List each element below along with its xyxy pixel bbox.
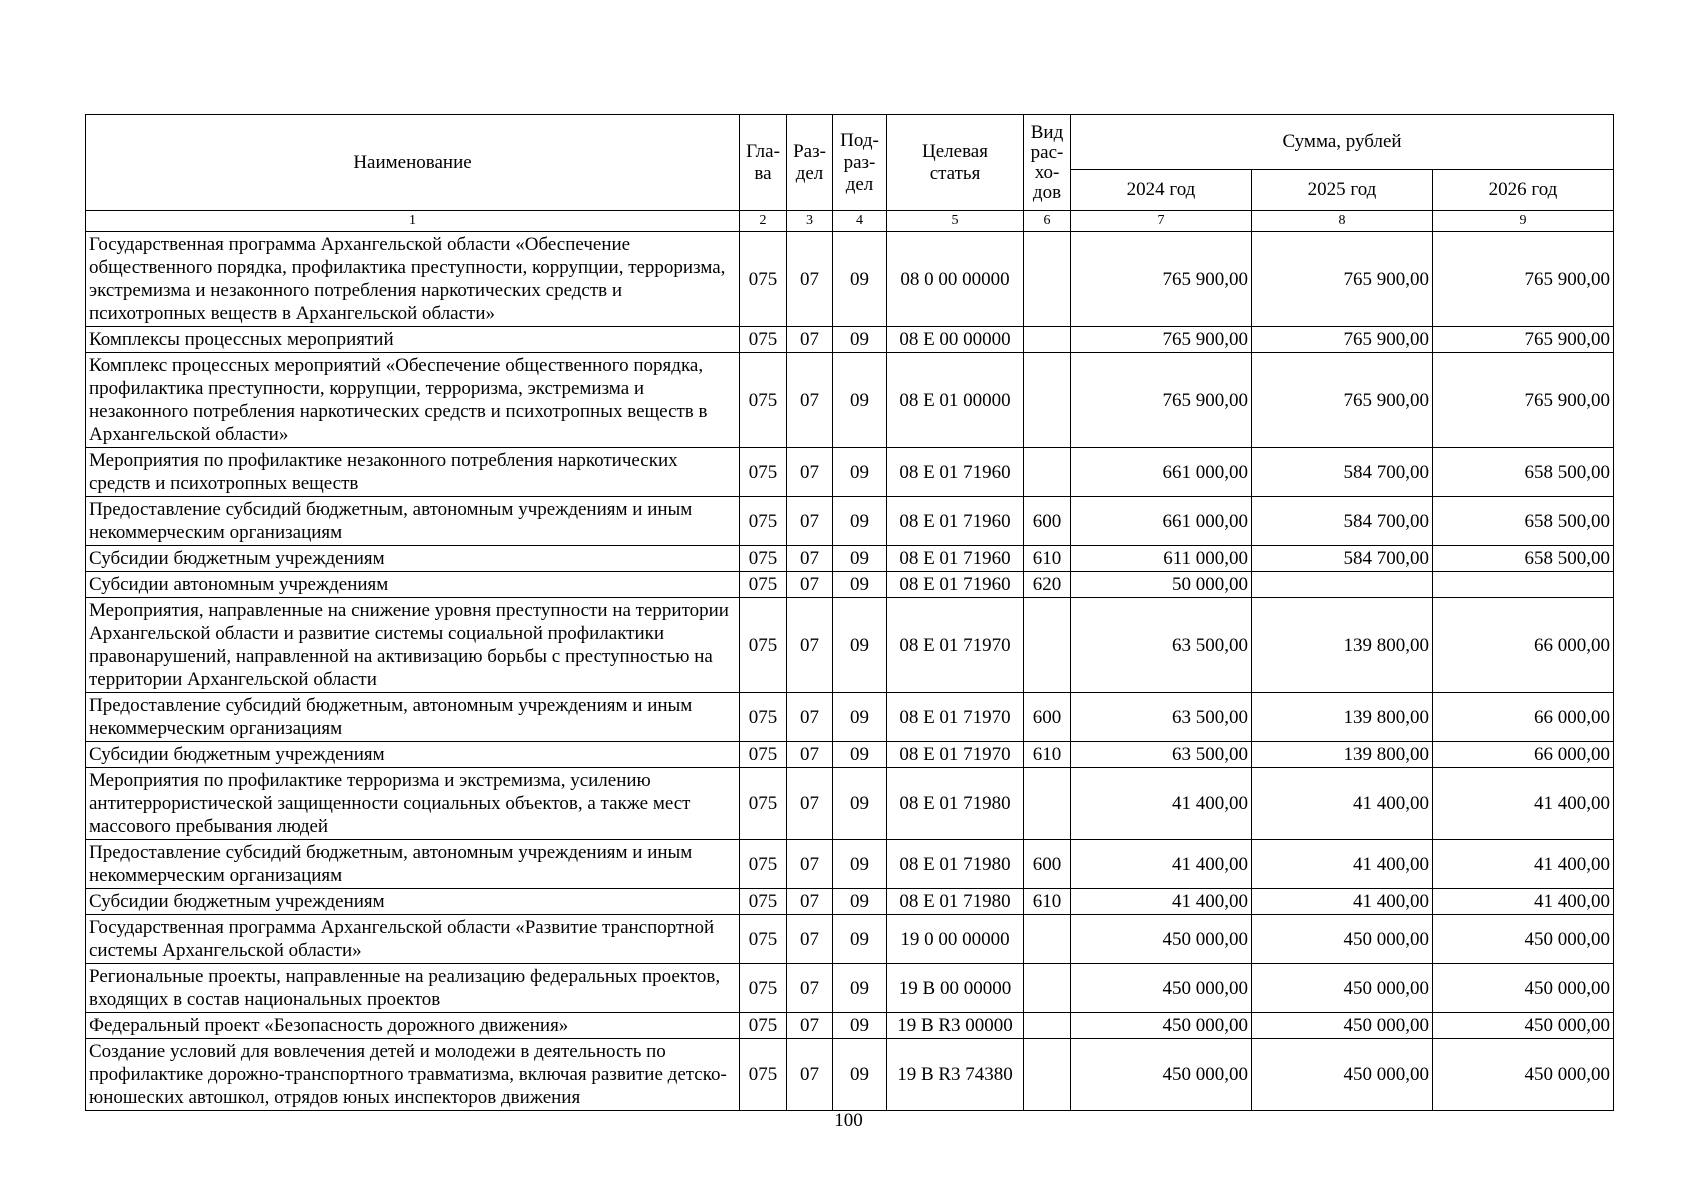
amount-2025-cell: 450 000,00 <box>1252 1039 1433 1111</box>
amount-2025-cell: 765 900,00 <box>1252 353 1433 448</box>
vid-rashodov-cell <box>1024 1013 1071 1039</box>
column-number: 9 <box>1433 211 1614 232</box>
budget-table <box>85 114 1614 1111</box>
row-name-cell: Субсидии бюджетным учреждениям <box>86 546 740 572</box>
razdel-cell: 07 <box>787 1039 833 1111</box>
amount-2024-cell: 41 400,00 <box>1071 840 1252 889</box>
vid-rashodov-cell <box>1024 1039 1071 1111</box>
column-number: 3 <box>787 211 833 232</box>
amount-2024-cell: 765 900,00 <box>1071 353 1252 448</box>
column-number: 4 <box>833 211 887 232</box>
amount-2025-cell: 41 400,00 <box>1252 768 1433 840</box>
celevaya-statya-cell: 08 Е 01 71970 <box>887 742 1024 768</box>
amount-2024-cell: 63 500,00 <box>1071 742 1252 768</box>
amount-2025-cell: 450 000,00 <box>1252 964 1433 1013</box>
amount-2026-cell: 450 000,00 <box>1433 964 1614 1013</box>
celevaya-statya-cell: 08 Е 01 71960 <box>887 546 1024 572</box>
amount-2026-cell: 658 500,00 <box>1433 448 1614 497</box>
glava-cell: 075 <box>740 915 787 964</box>
row-name-cell: Государственная программа Архангельской области «Развитие транспортной системы Архангельской области» <box>86 915 740 964</box>
table-row <box>86 598 1614 693</box>
podrazdel-cell: 09 <box>833 497 887 546</box>
row-name-cell: Комплексы процессных мероприятий <box>86 327 740 353</box>
razdel-cell: 07 <box>787 964 833 1013</box>
podrazdel-cell: 09 <box>833 448 887 497</box>
glava-cell: 075 <box>740 497 787 546</box>
vid-rashodov-cell: 600 <box>1024 840 1071 889</box>
celevaya-statya-cell: 19 В 00 00000 <box>887 964 1024 1013</box>
amount-2024-cell: 63 500,00 <box>1071 598 1252 693</box>
celevaya-statya-cell: 08 Е 01 71980 <box>887 889 1024 915</box>
celevaya-statya-cell: 08 Е 01 00000 <box>887 353 1024 448</box>
vid-rashodov-cell <box>1024 232 1071 327</box>
glava-cell: 075 <box>740 742 787 768</box>
row-name-cell: Мероприятия по профилактике терроризма и экстремизма, усилению антитеррористической защищенности социальных объектов, а также мест массового пребывания людей <box>86 768 740 840</box>
row-name-cell: Региональные проекты, направленные на реализацию федеральных проектов, входящих в состав национальных проектов <box>86 964 740 1013</box>
column-number: 6 <box>1024 211 1071 232</box>
vid-rashodov-cell <box>1024 768 1071 840</box>
vid-rashodov-cell: 600 <box>1024 693 1071 742</box>
glava-cell: 075 <box>740 448 787 497</box>
podrazdel-cell: 09 <box>833 546 887 572</box>
table-row <box>86 768 1614 840</box>
razdel-cell: 07 <box>787 768 833 840</box>
table-row <box>86 497 1614 546</box>
razdel-cell: 07 <box>787 232 833 327</box>
podrazdel-cell: 09 <box>833 768 887 840</box>
amount-2026-cell: 658 500,00 <box>1433 546 1614 572</box>
amount-2026-cell: 66 000,00 <box>1433 598 1614 693</box>
row-name-cell: Предоставление субсидий бюджетным, автономным учреждениям и иным некоммерческим организациям <box>86 840 740 889</box>
amount-2024-cell: 41 400,00 <box>1071 889 1252 915</box>
row-name-cell: Мероприятия по профилактике незаконного потребления наркотических средств и психотропных веществ <box>86 448 740 497</box>
amount-2026-cell: 41 400,00 <box>1433 840 1614 889</box>
amount-2026-cell: 765 900,00 <box>1433 327 1614 353</box>
column-number: 5 <box>887 211 1024 232</box>
celevaya-statya-cell: 08 Е 01 71960 <box>887 497 1024 546</box>
vid-rashodov-cell <box>1024 598 1071 693</box>
row-name-cell: Создание условий для вовлечения детей и молодежи в деятельность по профилактике дорожно-транспортного травматизма, включая развитие детско-юношеских автошкол, отрядов юных инспекторов движения <box>86 1039 740 1111</box>
column-number: 1 <box>86 211 740 232</box>
amount-2025-cell: 765 900,00 <box>1252 327 1433 353</box>
amount-2025-cell: 450 000,00 <box>1252 1013 1433 1039</box>
row-name-cell: Субсидии автономным учреждениям <box>86 572 740 598</box>
glava-cell: 075 <box>740 840 787 889</box>
table-row <box>86 327 1614 353</box>
razdel-cell: 07 <box>787 915 833 964</box>
amount-2025-cell: 41 400,00 <box>1252 889 1433 915</box>
amount-2024-cell: 50 000,00 <box>1071 572 1252 598</box>
razdel-cell: 07 <box>787 693 833 742</box>
podrazdel-cell: 09 <box>833 1039 887 1111</box>
vid-rashodov-cell: 610 <box>1024 889 1071 915</box>
podrazdel-cell: 09 <box>833 327 887 353</box>
celevaya-statya-cell: 08 Е 00 00000 <box>887 327 1024 353</box>
amount-2025-cell: 139 800,00 <box>1252 693 1433 742</box>
amount-2024-cell: 765 900,00 <box>1071 327 1252 353</box>
vid-rashodov-cell: 610 <box>1024 546 1071 572</box>
amount-2024-cell: 450 000,00 <box>1071 915 1252 964</box>
celevaya-statya-cell: 08 0 00 00000 <box>887 232 1024 327</box>
table-row <box>86 964 1614 1013</box>
column-number: 2 <box>740 211 787 232</box>
glava-cell: 075 <box>740 546 787 572</box>
vid-rashodov-cell: 620 <box>1024 572 1071 598</box>
table-row <box>86 1039 1614 1111</box>
glava-cell: 075 <box>740 768 787 840</box>
amount-2026-cell: 66 000,00 <box>1433 693 1614 742</box>
header-podrazdel: Под- раз- дел <box>833 115 887 211</box>
podrazdel-cell: 09 <box>833 742 887 768</box>
column-number: 7 <box>1071 211 1252 232</box>
celevaya-statya-cell: 08 Е 01 71960 <box>887 448 1024 497</box>
table-row <box>86 742 1614 768</box>
amount-2024-cell: 765 900,00 <box>1071 232 1252 327</box>
celevaya-statya-cell: 19 0 00 00000 <box>887 915 1024 964</box>
amount-2026-cell: 765 900,00 <box>1433 232 1614 327</box>
razdel-cell: 07 <box>787 742 833 768</box>
podrazdel-cell: 09 <box>833 1013 887 1039</box>
celevaya-statya-cell: 19 В R3 00000 <box>887 1013 1024 1039</box>
row-name-cell: Предоставление субсидий бюджетным, автономным учреждениям и иным некоммерческим организациям <box>86 497 740 546</box>
header-name: Наименование <box>86 115 740 211</box>
column-numbers-row <box>86 211 1614 232</box>
glava-cell: 075 <box>740 693 787 742</box>
amount-2026-cell: 450 000,00 <box>1433 1039 1614 1111</box>
header-glava: Гла- ва <box>740 115 787 211</box>
row-name-cell: Субсидии бюджетным учреждениям <box>86 889 740 915</box>
table-row <box>86 546 1614 572</box>
celevaya-statya-cell: 08 Е 01 71980 <box>887 768 1024 840</box>
razdel-cell: 07 <box>787 840 833 889</box>
amount-2024-cell: 63 500,00 <box>1071 693 1252 742</box>
row-name-cell: Субсидии бюджетным учреждениям <box>86 742 740 768</box>
amount-2026-cell <box>1433 572 1614 598</box>
glava-cell: 075 <box>740 889 787 915</box>
podrazdel-cell: 09 <box>833 572 887 598</box>
amount-2026-cell: 450 000,00 <box>1433 915 1614 964</box>
column-number: 8 <box>1252 211 1433 232</box>
table-row <box>86 572 1614 598</box>
header-year-2024: 2024 год <box>1071 170 1252 211</box>
amount-2026-cell: 66 000,00 <box>1433 742 1614 768</box>
header-year-2026: 2026 год <box>1433 170 1614 211</box>
vid-rashodov-cell: 610 <box>1024 742 1071 768</box>
vid-rashodov-cell <box>1024 964 1071 1013</box>
razdel-cell: 07 <box>787 572 833 598</box>
podrazdel-cell: 09 <box>833 964 887 1013</box>
glava-cell: 075 <box>740 964 787 1013</box>
razdel-cell: 07 <box>787 448 833 497</box>
celevaya-statya-cell: 08 Е 01 71970 <box>887 598 1024 693</box>
amount-2025-cell: 765 900,00 <box>1252 232 1433 327</box>
table-row <box>86 353 1614 448</box>
amount-2025-cell: 139 800,00 <box>1252 742 1433 768</box>
header-summa: Сумма, рублей <box>1071 115 1614 170</box>
razdel-cell: 07 <box>787 327 833 353</box>
amount-2024-cell: 611 000,00 <box>1071 546 1252 572</box>
page-number: 100 <box>834 1110 863 1131</box>
vid-rashodov-cell <box>1024 353 1071 448</box>
table-row <box>86 1013 1614 1039</box>
amount-2025-cell: 139 800,00 <box>1252 598 1433 693</box>
podrazdel-cell: 09 <box>833 915 887 964</box>
vid-rashodov-cell: 600 <box>1024 497 1071 546</box>
amount-2025-cell: 584 700,00 <box>1252 497 1433 546</box>
header-year-2025: 2025 год <box>1252 170 1433 211</box>
razdel-cell: 07 <box>787 889 833 915</box>
amount-2025-cell: 584 700,00 <box>1252 546 1433 572</box>
razdel-cell: 07 <box>787 353 833 448</box>
amount-2024-cell: 661 000,00 <box>1071 497 1252 546</box>
row-name-cell: Федеральный проект «Безопасность дорожного движения» <box>86 1013 740 1039</box>
podrazdel-cell: 09 <box>833 840 887 889</box>
glava-cell: 075 <box>740 572 787 598</box>
row-name-cell: Предоставление субсидий бюджетным, автономным учреждениям и иным некоммерческим организациям <box>86 693 740 742</box>
amount-2025-cell: 41 400,00 <box>1252 840 1433 889</box>
amount-2025-cell: 584 700,00 <box>1252 448 1433 497</box>
amount-2026-cell: 41 400,00 <box>1433 889 1614 915</box>
table-row <box>86 448 1614 497</box>
podrazdel-cell: 09 <box>833 889 887 915</box>
podrazdel-cell: 09 <box>833 232 887 327</box>
row-name-cell: Государственная программа Архангельской области «Обеспечение общественного порядка, профилактика преступности, коррупции, терроризма, экстремизма и незаконного потребления наркотических средств и психотропных веществ в Архангельской области» <box>86 232 740 327</box>
header-razdel: Раз- дел <box>787 115 833 211</box>
amount-2025-cell <box>1252 572 1433 598</box>
razdel-cell: 07 <box>787 1013 833 1039</box>
amount-2026-cell: 658 500,00 <box>1433 497 1614 546</box>
amount-2026-cell: 450 000,00 <box>1433 1013 1614 1039</box>
row-name-cell: Мероприятия, направленные на снижение уровня преступности на территории Архангельской области и развитие системы социальной профилактики правонарушений, направленной на активизацию борьбы с преступностью на территории Архангельской области <box>86 598 740 693</box>
amount-2024-cell: 661 000,00 <box>1071 448 1252 497</box>
vid-rashodov-cell <box>1024 448 1071 497</box>
amount-2024-cell: 41 400,00 <box>1071 768 1252 840</box>
vid-rashodov-cell <box>1024 327 1071 353</box>
table-row <box>86 232 1614 327</box>
glava-cell: 075 <box>740 1039 787 1111</box>
celevaya-statya-cell: 08 Е 01 71960 <box>887 572 1024 598</box>
vid-rashodov-cell <box>1024 915 1071 964</box>
celevaya-statya-cell: 08 Е 01 71970 <box>887 693 1024 742</box>
table-row <box>86 915 1614 964</box>
table-row <box>86 840 1614 889</box>
amount-2025-cell: 450 000,00 <box>1252 915 1433 964</box>
amount-2024-cell: 450 000,00 <box>1071 964 1252 1013</box>
razdel-cell: 07 <box>787 497 833 546</box>
table-row <box>86 693 1614 742</box>
glava-cell: 075 <box>740 1013 787 1039</box>
table-body <box>86 232 1614 1111</box>
razdel-cell: 07 <box>787 546 833 572</box>
celevaya-statya-cell: 19 В R3 74380 <box>887 1039 1024 1111</box>
amount-2026-cell: 765 900,00 <box>1433 353 1614 448</box>
amount-2024-cell: 450 000,00 <box>1071 1013 1252 1039</box>
amount-2024-cell: 450 000,00 <box>1071 1039 1252 1111</box>
podrazdel-cell: 09 <box>833 693 887 742</box>
celevaya-statya-cell: 08 Е 01 71980 <box>887 840 1024 889</box>
glava-cell: 075 <box>740 598 787 693</box>
glava-cell: 075 <box>740 353 787 448</box>
amount-2026-cell: 41 400,00 <box>1433 768 1614 840</box>
row-name-cell: Комплекс процессных мероприятий «Обеспечение общественного порядка, профилактика преступности, коррупции, терроризма, экстремизма и незаконного потребления наркотических средств и психотропных веществ в Архангельской области» <box>86 353 740 448</box>
header-vid-rashodov: Вид рас- хо- дов <box>1024 115 1071 211</box>
razdel-cell: 07 <box>787 598 833 693</box>
table-row <box>86 889 1614 915</box>
podrazdel-cell: 09 <box>833 598 887 693</box>
header-celevaya-statya: Целевая статья <box>887 115 1024 211</box>
podrazdel-cell: 09 <box>833 353 887 448</box>
glava-cell: 075 <box>740 327 787 353</box>
glava-cell: 075 <box>740 232 787 327</box>
